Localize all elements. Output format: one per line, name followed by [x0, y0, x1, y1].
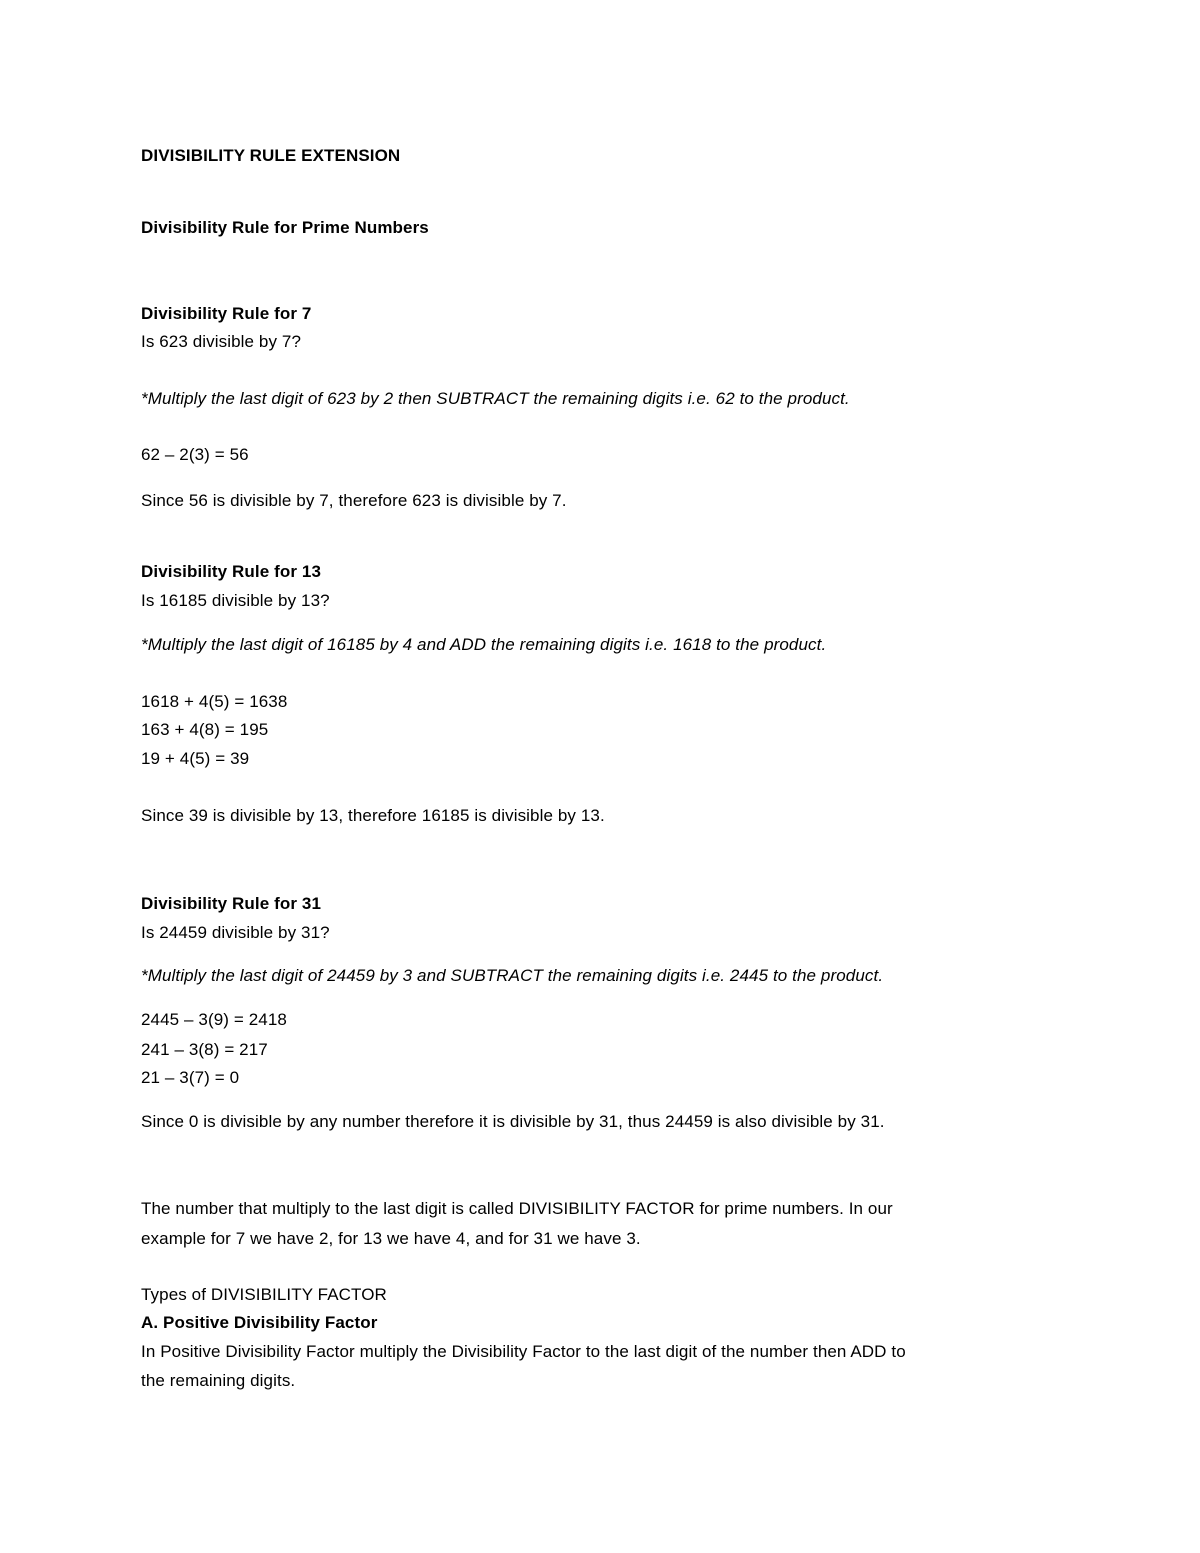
rule31-step: 2445 – 3(9) = 2418: [141, 1010, 287, 1029]
factor-paragraph-line: The number that multiply to the last digit is called DIVISIBILITY FACTOR for prime numbers. In our: [141, 1199, 893, 1218]
positive-factor-text: the remaining digits.: [141, 1371, 296, 1390]
factor-paragraph-line: example for 7 we have 2, for 13 we have 4, and for 31 we have 3.: [141, 1229, 641, 1248]
rule13-conclusion: Since 39 is divisible by 13, therefore 16185 is divisible by 13.: [141, 806, 605, 825]
rule7-step: 62 – 2(3) = 56: [141, 445, 249, 464]
rule7-conclusion: Since 56 is divisible by 7, therefore 623 is divisible by 7.: [141, 491, 567, 510]
rule31-conclusion: Since 0 is divisible by any number therefore it is divisible by 31, thus 24459 is also divisible by 31.: [141, 1112, 885, 1131]
rule13-question: Is 16185 divisible by 13?: [141, 591, 330, 610]
types-label: Types of DIVISIBILITY FACTOR: [141, 1285, 387, 1304]
rule13-step: 163 + 4(8) = 195: [141, 720, 269, 739]
positive-factor-heading: A. Positive Divisibility Factor: [141, 1313, 378, 1332]
rule31-heading: Divisibility Rule for 31: [141, 894, 322, 913]
rule13-step: 1618 + 4(5) = 1638: [141, 692, 288, 711]
rule31-step: 21 – 3(7) = 0: [141, 1068, 240, 1087]
rule13-instruction: *Multiply the last digit of 16185 by 4 and ADD the remaining digits i.e. 1618 to the product.: [141, 635, 827, 654]
positive-factor-text: In Positive Divisibility Factor multiply the Divisibility Factor to the last digit of the number then ADD to: [141, 1342, 906, 1361]
rule7-question: Is 623 divisible by 7?: [141, 332, 302, 351]
rule7-heading: Divisibility Rule for 7: [141, 304, 312, 323]
rule31-instruction: *Multiply the last digit of 24459 by 3 and SUBTRACT the remaining digits i.e. 2445 to the product.: [141, 966, 884, 985]
document-title: DIVISIBILITY RULE EXTENSION: [141, 146, 401, 165]
rule13-heading: Divisibility Rule for 13: [141, 562, 322, 581]
rule7-instruction: *Multiply the last digit of 623 by 2 then SUBTRACT the remaining digits i.e. 62 to the product.: [141, 389, 850, 408]
rule13-step: 19 + 4(5) = 39: [141, 749, 250, 768]
rule31-step: 241 – 3(8) = 217: [141, 1040, 268, 1059]
rule31-question: Is 24459 divisible by 31?: [141, 923, 330, 942]
document-subtitle: Divisibility Rule for Prime Numbers: [141, 218, 429, 237]
